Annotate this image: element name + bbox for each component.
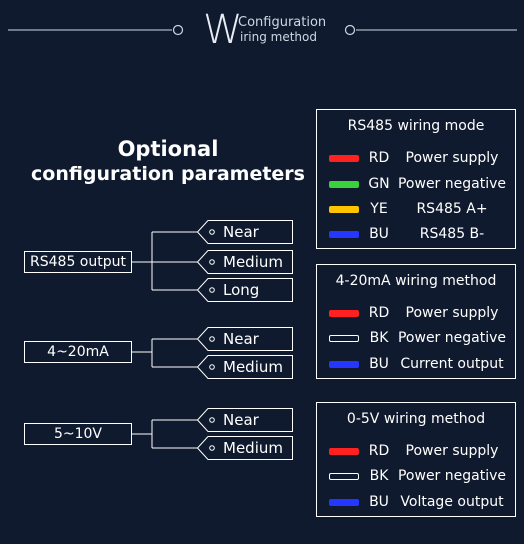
output-box-rs485: RS485 output [24, 251, 132, 273]
wire-swatch-red [329, 155, 359, 162]
distance-tag-5-10v-medium: Medium [197, 436, 293, 460]
header-title-line1: Configuration [238, 15, 327, 30]
wire-swatch-black [329, 473, 359, 480]
wire-swatch-blue [329, 361, 359, 368]
wiring-box-0-5v: 0-5V wiring method RD Power supply BK Power negative BU Voltage output [316, 402, 516, 517]
header-title-line2: iring method [240, 30, 317, 44]
output-box-5-10v: 5~10V [24, 423, 132, 445]
wiring-box-rs485: RS485 wiring mode RD Power supply GN Power negative YE RS485 A+ BU RS485 B- [316, 109, 516, 249]
options-title-line2: configuration parameters [31, 163, 305, 185]
header-big-letter: W [203, 7, 243, 53]
wiring-box-title: 0-5V wiring method [346, 411, 486, 427]
distance-tag-rs485-medium: Medium [197, 250, 293, 274]
wire-swatch-red [329, 448, 359, 455]
options-title-line1: Optional [117, 137, 219, 161]
wire-swatch-green [329, 181, 359, 188]
distance-tag-4-20ma-near: Near [197, 327, 293, 351]
wire-swatch-blue [329, 231, 359, 238]
distance-tag-4-20ma-medium: Medium [197, 355, 293, 379]
wire-swatch-blue [329, 499, 359, 506]
distance-tag-rs485-near: Near [197, 220, 293, 244]
wiring-box-title: RS485 wiring mode [347, 118, 485, 134]
wire-swatch-red [329, 310, 359, 317]
distance-tag-5-10v-near: Near [197, 408, 293, 432]
wiring-box-title: 4-20mA wiring method [335, 273, 497, 289]
output-box-4-20ma: 4~20mA [24, 341, 132, 363]
wire-swatch-black [329, 335, 359, 342]
wire-swatch-yellow [329, 206, 359, 213]
wiring-box-4-20ma: 4-20mA wiring method RD Power supply BK Power negative BU Current output [316, 264, 516, 379]
distance-tag-rs485-long: Long [197, 278, 293, 302]
